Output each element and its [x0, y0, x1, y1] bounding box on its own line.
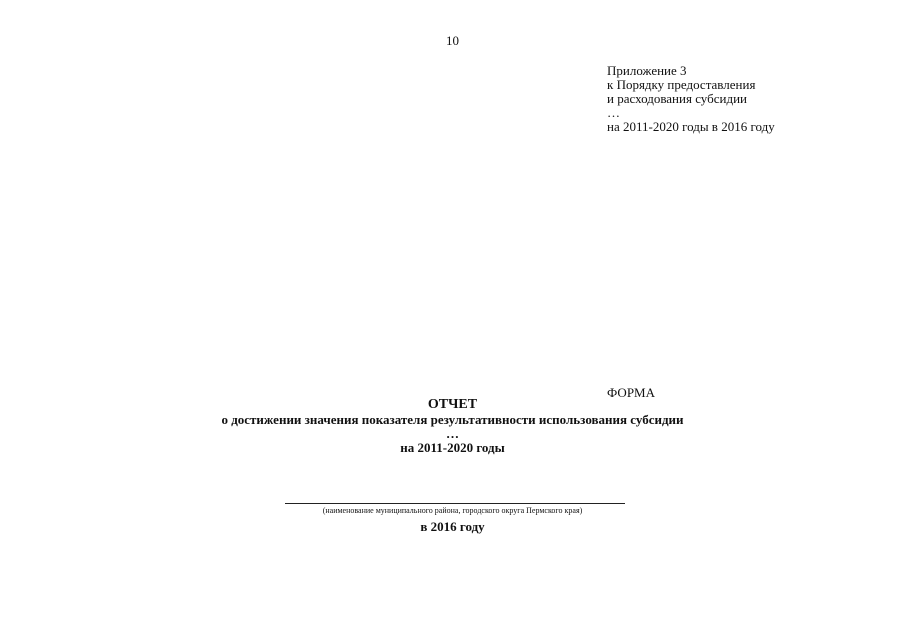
form-label: ФОРМА	[607, 385, 655, 400]
report-description-line: на 2011-2020 годы	[400, 440, 505, 455]
report-title: ОТЧЕТ	[427, 397, 478, 412]
appendix-line: на 2011-2020 годы в 2016 году	[607, 119, 775, 134]
municipality-caption: (наименование муниципального района, городского округа Пермского края)	[322, 506, 583, 515]
appendix-header	[607, 64, 857, 134]
report-description	[60, 413, 845, 455]
municipality-name-line	[285, 503, 625, 504]
appendix-line: к Порядку предоставления	[607, 77, 756, 92]
report-year: в 2016 году	[420, 519, 485, 534]
report-description-line: …	[446, 426, 459, 441]
appendix-line: и расходования субсидии	[607, 91, 747, 106]
appendix-line: …	[607, 105, 620, 120]
report-description-line: о достижении значения показателя результативности использования субсидии	[221, 412, 684, 427]
appendix-line: Приложение 3	[607, 63, 687, 78]
page-number: 10	[446, 33, 459, 48]
